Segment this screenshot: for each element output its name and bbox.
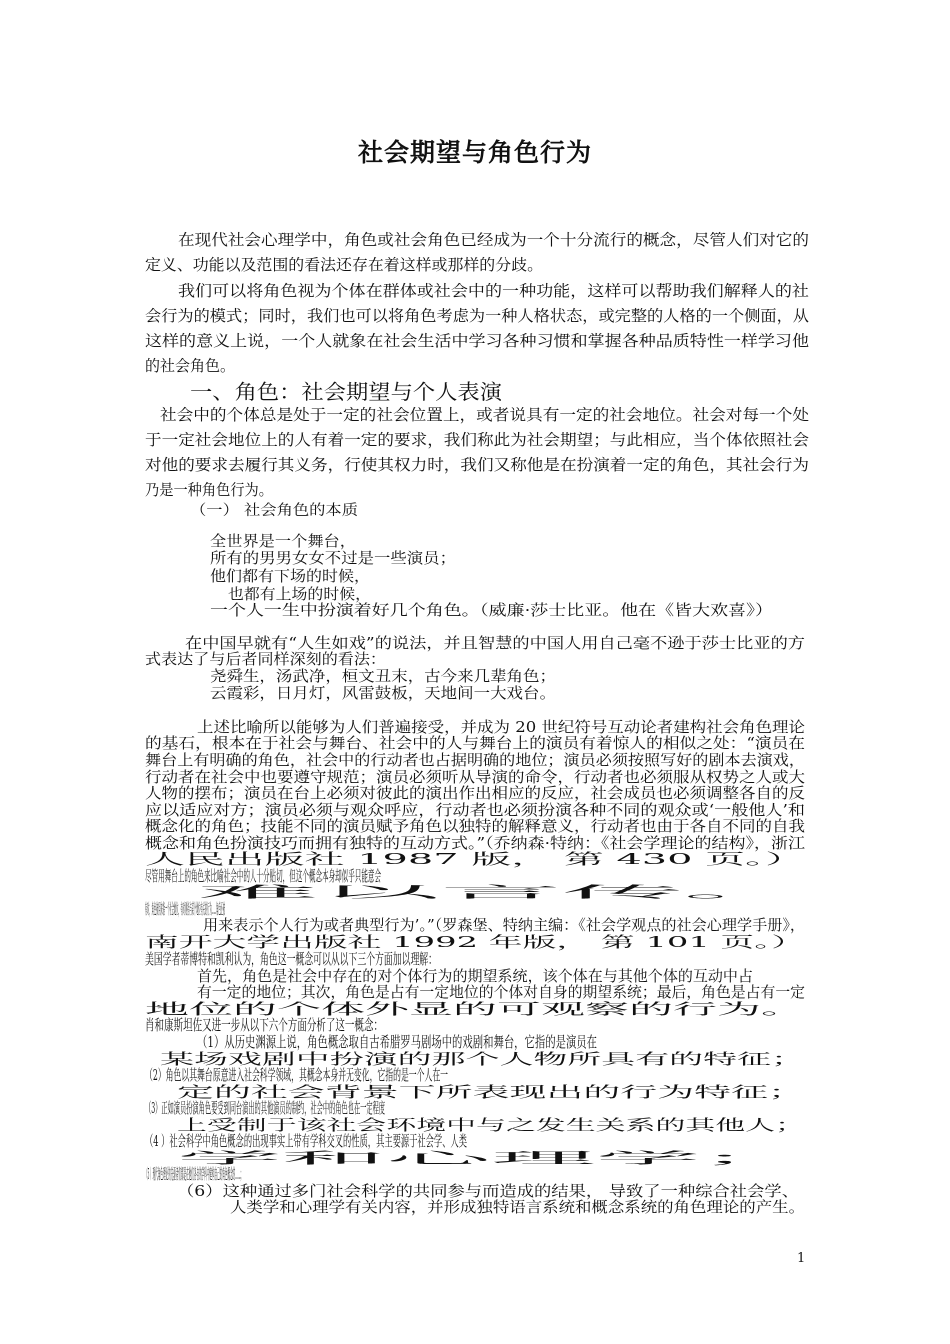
text-line: 有一定的地位；其次，角色是占有一定地位的个体对自身的期望系统；最后，角色是占有一定 — [197, 984, 805, 1001]
text-line: 有时，角色被用来指一个社会地位，有时则指与某个地位有关的行为……角色还被 — [145, 901, 225, 918]
text-line: 舞台上有明确的角色，社会中的行动者也占据明确的地位；演员必须按照写好的剧本去演戏， — [145, 752, 805, 769]
text-line: 全世界是一个舞台， — [210, 533, 356, 550]
text-line: 对他的要求去履行其义务，行使其权力时，我们又称他是在扮演着一定的角色，其社会行为 — [145, 456, 809, 474]
section-heading: 一、角色：社会期望与个人表演 — [190, 380, 502, 404]
text-line: 乃是一种角色行为。 — [145, 481, 273, 499]
text-line: 难以言传。 — [197, 884, 805, 901]
text-line: 行动者在社会中也要遵守规范；演员必须听从导演的命令，行动者也必须服从权势之人或大 — [145, 769, 806, 786]
text-line: （5 ）现代角色理论的先驱者们都是在他们各自的学科中建构自己的角色概念的……； — [145, 1166, 243, 1183]
text-line: 也都有上场的时候， — [228, 586, 371, 603]
text-line: （1）从历史渊源上说，角色概念取自古希腊罗马剧场中的戏剧和舞台，它指的是演员在 — [197, 1034, 597, 1051]
text-line: 学和心理学； — [177, 1150, 805, 1167]
text-line: 首先，角色是社会中存在的对个体行为的期望系统，该个体在与其他个体的互动中占 — [197, 968, 753, 985]
text-line: 上受制于该社会环境中与之发生关系的其他人； — [177, 1117, 805, 1134]
text-line: 他们都有下场的时候， — [210, 568, 370, 585]
text-line: 人民出版社 1987 版， 第 430 页。） — [145, 851, 805, 868]
text-line: 人物的摆布；演员在台上必须对彼此的演出作出相应的反应，社会成员也必须调整各自的反 — [145, 785, 806, 802]
text-line: 概念和角色扮演技巧而拥有独特的互动方式。”（乔纳森·特纳：《社会学理论的结构》，浙江 — [145, 835, 805, 852]
text-line: 这样的意义上说，一个人就象在社会生活中学习各种习惯和掌握各种品质特性一样学习他 — [145, 332, 809, 350]
text-line: 应以适应对方；演员必须与观众呼应，行动者也必须扮演各种不同的观众或‘一般他人’和 — [145, 802, 805, 819]
text-line: 定的社会背景下所表现出的行为特征； — [177, 1084, 805, 1101]
text-line: 一个人一生中扮演着好几个角色。（威廉·莎士比亚。他在《皆大欢喜》） — [210, 602, 773, 619]
text-line: 上述比喻所以能够为人们普遍接受，并成为 20 世纪符号互动论者建构社会角色理论 — [197, 719, 805, 736]
text-line: 某场戏剧中扮演的那个人物所具有的特征； — [160, 1051, 805, 1068]
text-line: 的基石，根本在于社会与舞台、社会中的人与舞台上的演员有着惊人的相似之处：“演员在 — [145, 735, 805, 752]
text-line: 尧舜生，汤武净，桓文丑末，古今来几辈角色； — [210, 668, 556, 685]
text-line: （2）角色以其舞台原意进入社会科学领域，其概念本身并无变化，它指的是一个人在一 — [145, 1067, 449, 1084]
text-line: 定义、功能以及范围的看法还存在着这样或那样的分歧。 — [145, 256, 543, 274]
text-line: （6）这种通过多门社会科学的共同参与而造成的结果， 导致了一种综合社会学、 — [177, 1183, 799, 1200]
text-line: 所有的男男女女不过是一些演员； — [210, 550, 456, 567]
text-line: （3）正如演员扮演角色要受到同台演出的其他演员的制约，社会中的角色也在一定程度 — [145, 1100, 385, 1117]
text-line: 社会中的个体总是处于一定的社会位置上，或者说具有一定的社会地位。社会对每一个处 — [160, 406, 809, 424]
text-line: 的社会角色。 — [145, 357, 235, 375]
text-line: 在中国早就有“人生如戏”的说法，并且智慧的中国人用自己毫不逊于莎士比亚的方 — [185, 635, 805, 652]
text-line: （4 ）社会科学中角色概念的出现事实上带有学科交叉的性质，其主要源于社会学、人类 — [145, 1133, 468, 1150]
text-line: 于一定社会地位上的人有着一定的要求，我们称此为社会期望；与此相应，当个体依照社会 — [145, 431, 809, 449]
text-line: 在现代社会心理学中，角色或社会角色已经成为一个十分流行的概念，尽管人们对它的 — [178, 231, 809, 249]
section-heading: （一） 社会角色的本质 — [190, 503, 358, 519]
text-line: 肖和康斯坦佐又进一步从以下六个方面分析了这一概念： — [145, 1017, 383, 1034]
page-title: 社会期望与角色行为 — [357, 138, 592, 167]
text-line: 地位的个体外显的可观察的行为。 — [145, 1001, 805, 1018]
page-number: 1 — [797, 1251, 806, 1266]
text-line: 美国学者蒂博特和凯利认为，角色这一概念可以从以下三个方面加以理解： — [145, 951, 437, 968]
text-line: 会行为的模式；同时，我们也可以将角色考虑为一种人格状态，或完整的人格的一个侧面，从 — [145, 307, 809, 325]
text-line: 云霞彩，日月灯，风雷鼓板，天地间一大戏台。 — [210, 685, 556, 702]
text-line: 人类学和心理学有关内容，并形成独特语言系统和概念系统的角色理论的产生。 — [230, 1199, 805, 1216]
text-line: 式表达了与后者同样深刻的看法： — [145, 651, 386, 668]
text-line: 尽管用舞台上的角色来比喻社会中的人十分贴切，但这个概念本身却似乎只能意会 — [145, 868, 381, 885]
text-line: 用来表示个人行为或者典型行为’。”（罗森堡、特纳主编：《社会学观点的社会心理学手册》， — [203, 917, 805, 934]
text-line: 概念化的角色；技能不同的演员赋予角色以独特的解释意义，行动者也由于各自不同的自我 — [145, 818, 806, 835]
text-line: 南开大学出版社 1992 年版， 第 101 页。） — [145, 934, 805, 951]
text-line: 我们可以将角色视为个体在群体或社会中的一种功能，这样可以帮助我们解释人的社 — [178, 282, 809, 300]
